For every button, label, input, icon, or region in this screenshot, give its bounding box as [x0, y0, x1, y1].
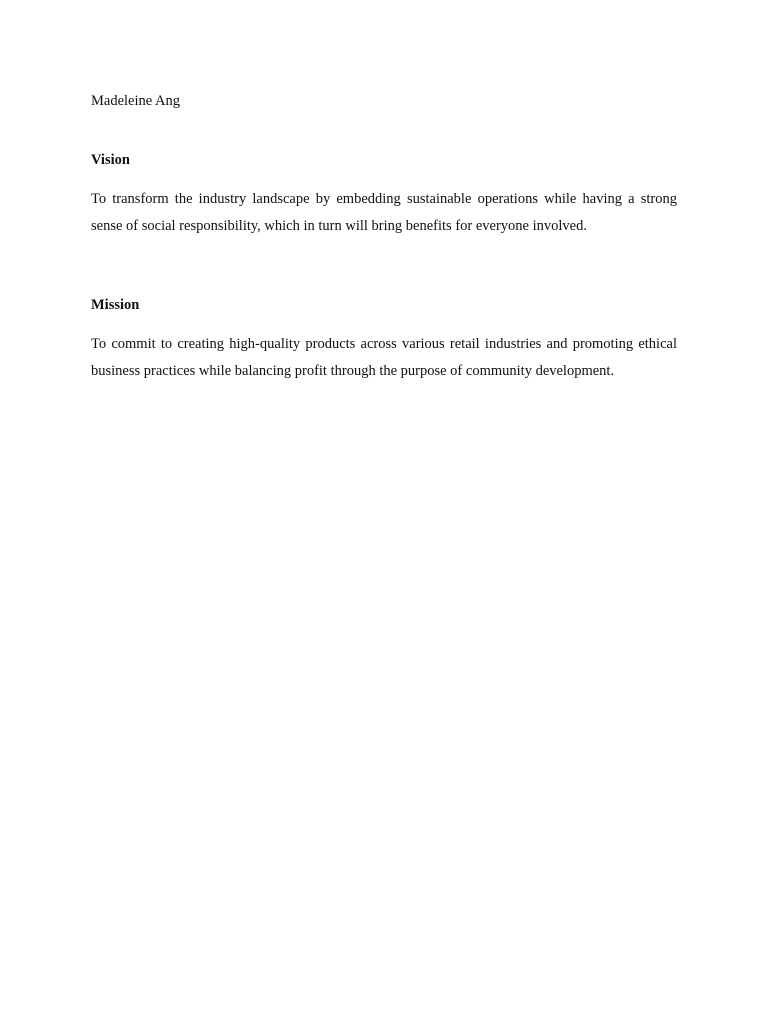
- vision-heading: Vision: [91, 152, 130, 168]
- author-name: Madeleine Ang: [91, 93, 180, 109]
- vision-statement: To transform the industry landscape by embedding sustainable operations while having a strong sense of social responsibility, which in turn will bring benefits for everyone involved.: [91, 191, 677, 234]
- mission-statement: To commit to creating high-quality products across various retail industries and promoting ethical business practices while balancing profit through the purpose of community development.: [91, 336, 677, 379]
- document-body: [91, 88, 677, 385]
- mission-heading: Mission: [91, 297, 140, 313]
